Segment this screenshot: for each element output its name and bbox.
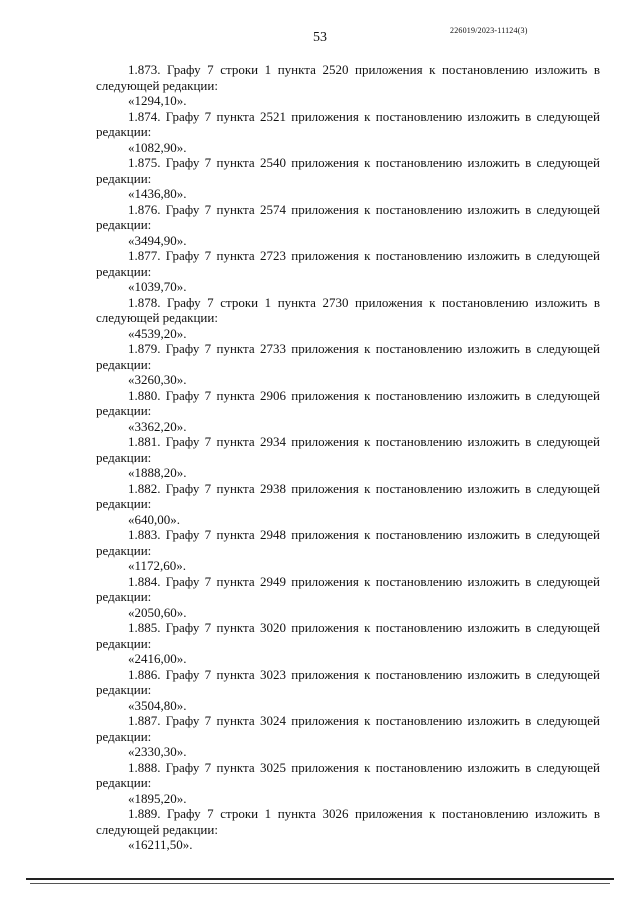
amendment-item	[96, 202, 600, 249]
amendment-item	[96, 434, 600, 481]
amendment-item	[96, 155, 600, 202]
amendment-item	[96, 248, 600, 295]
amendment-item	[96, 341, 600, 388]
amendment-value: «1888,20».	[128, 465, 187, 480]
amendment-value: «2330,30».	[128, 744, 187, 759]
bottom-rule-thin	[30, 883, 610, 884]
amendment-item	[96, 760, 600, 807]
amendment-text: 1.875. Графу 7 пункта 2540 приложения к постановлению изложить в следующей редакции:	[96, 155, 600, 186]
amendment-text: 1.885. Графу 7 пункта 3020 приложения к постановлению изложить в следующей редакции:	[96, 620, 600, 651]
amendment-text: 1.876. Графу 7 пункта 2574 приложения к постановлению изложить в следующей редакции:	[96, 201, 600, 232]
amendment-value: «3362,20».	[128, 418, 187, 434]
amendment-value: «3260,30».	[128, 372, 187, 387]
bottom-rule	[26, 878, 614, 880]
amendment-text: 1.880. Графу 7 пункта 2906 приложения к постановлению изложить в следующей редакции:	[96, 387, 600, 418]
amendment-item	[96, 806, 600, 853]
amendment-item	[96, 481, 600, 528]
amendment-item	[96, 620, 600, 667]
amendment-text: 1.878. Графу 7 строки 1 пункта 2730 приложения к постановлению изложить в следующей редакции:	[96, 294, 600, 325]
amendment-value: «640,00».	[128, 511, 180, 527]
amendment-text: 1.887. Графу 7 пункта 3024 приложения к постановлению изложить в следующей редакции:	[96, 713, 600, 744]
amendment-value: «3504,80».	[128, 697, 187, 713]
amendment-text: 1.881. Графу 7 пункта 2934 приложения к постановлению изложить в следующей редакции:	[96, 434, 600, 465]
page-number: 53	[313, 30, 327, 45]
amendment-item	[96, 713, 600, 760]
document-body	[96, 62, 600, 853]
amendment-item	[96, 574, 600, 621]
amendment-value: «1895,20».	[128, 790, 187, 806]
amendment-text: 1.879. Графу 7 пункта 2733 приложения к постановлению изложить в следующей редакции:	[96, 341, 600, 372]
amendment-text: 1.873. Графу 7 строки 1 пункта 2520 приложения к постановлению изложить в следующей редакции:	[96, 62, 600, 93]
document-id: 226019/2023-11124(3)	[450, 26, 528, 35]
amendment-text: 1.888. Графу 7 пункта 3025 приложения к постановлению изложить в следующей редакции:	[96, 759, 600, 790]
amendment-value: «1039,70».	[128, 279, 187, 294]
amendment-text: 1.883. Графу 7 пункта 2948 приложения к постановлению изложить в следующей редакции:	[96, 527, 600, 558]
amendment-item	[96, 527, 600, 574]
amendment-text: 1.886. Графу 7 пункта 3023 приложения к постановлению изложить в следующей редакции:	[96, 666, 600, 697]
amendment-item	[96, 62, 600, 109]
amendment-value: «1436,80».	[128, 186, 187, 201]
amendment-value: «3494,90».	[128, 232, 187, 248]
amendment-item	[96, 295, 600, 342]
amendment-item	[96, 109, 600, 156]
amendment-item	[96, 388, 600, 435]
amendment-value: «16211,50».	[128, 837, 193, 852]
amendment-text: 1.889. Графу 7 строки 1 пункта 3026 приложения к постановлению изложить в следующей редакции:	[96, 806, 600, 837]
amendment-item	[96, 667, 600, 714]
amendment-value: «1294,10».	[128, 93, 187, 108]
amendment-text: 1.882. Графу 7 пункта 2938 приложения к постановлению изложить в следующей редакции:	[96, 480, 600, 511]
amendment-value: «1082,90».	[128, 139, 187, 155]
amendment-value: «2416,00».	[128, 651, 187, 666]
amendment-text: 1.877. Графу 7 пункта 2723 приложения к постановлению изложить в следующей редакции:	[96, 248, 600, 279]
amendment-value: «2050,60».	[128, 604, 187, 620]
amendment-text: 1.874. Графу 7 пункта 2521 приложения к постановлению изложить в следующей редакции:	[96, 108, 600, 139]
amendment-value: «1172,60».	[128, 558, 187, 573]
amendment-text: 1.884. Графу 7 пункта 2949 приложения к постановлению изложить в следующей редакции:	[96, 573, 600, 604]
amendment-value: «4539,20».	[128, 325, 187, 341]
